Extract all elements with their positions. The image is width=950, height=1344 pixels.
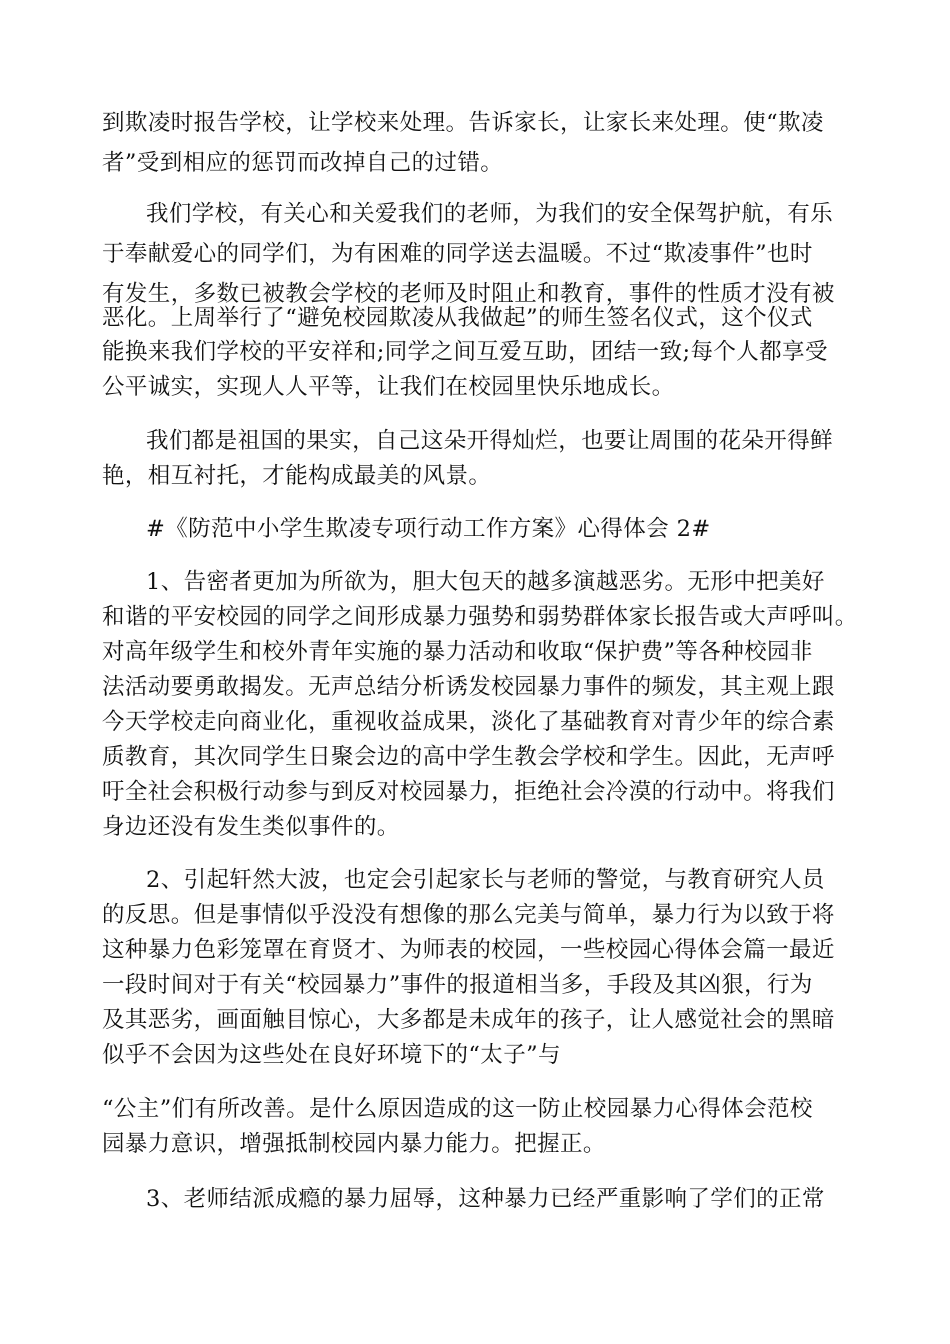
section-heading: #《防范中小学生欺凌专项行动工作方案》心得体会 2# xyxy=(146,516,711,542)
text-line: 我们都是祖国的果实，自己这朵开得灿烂，也要让周围的花朵开得鲜 xyxy=(146,428,834,454)
text-line: 似乎不会因为这些处在良好环境下的“太子”与 xyxy=(102,1042,561,1068)
text-line: 一段时间对于有关“校园暴力”事件的报道相当多，手段及其凶狠，行为 xyxy=(102,972,813,998)
text-line: 能换来我们学校的平安祥和;同学之间互爱互助，团结一致;每个人都享受 xyxy=(102,339,828,365)
text-line: 艳，相互衬托，才能构成最美的风景。 xyxy=(102,463,492,489)
text-line: 和谐的平安校园的同学之间形成暴力强势和弱势群体家长报告或大声呼叫。 xyxy=(102,604,858,630)
text-line: 及其恶劣，画面触目惊心，大多都是未成年的孩子，让人感觉社会的黑暗 xyxy=(102,1007,835,1033)
text-line: 有发生，多数已被教会学校的老师及时阻止和教育，事件的性质才没有被 xyxy=(102,281,835,307)
text-line: 1、告密者更加为所欲为，胆大包天的越多演越恶劣。无形中把美好 xyxy=(146,569,825,595)
text-line: “公主”们有所改善。是什么原因造成的这一防止校园暴力心得体会范校 xyxy=(102,1096,813,1122)
text-line: 于奉献爱心的同学们，为有困难的同学送去温暖。不过“欺凌事件”也时 xyxy=(102,241,813,267)
text-line: 今天学校走向商业化，重视收益成果，淡化了基础教育对青少年的综合素 xyxy=(102,709,835,735)
text-line: 园暴力意识，增强抵制校园内暴力能力。把握正。 xyxy=(102,1131,606,1157)
text-line: 的反思。但是事情似乎没没有想像的那么完美与简单，暴力行为以致于将 xyxy=(102,902,835,928)
text-line: 者”受到相应的惩罚而改掉自己的过错。 xyxy=(102,150,504,176)
text-line: 法活动要勇敢揭发。无声总结分析诱发校园暴力事件的频发，其主观上跟 xyxy=(102,674,835,700)
text-line: 3、老师结派成瘾的暴力屈辱，这种暴力已经严重影响了学们的正常 xyxy=(146,1186,825,1212)
text-line: 身边还没有发生类似事件的。 xyxy=(102,814,400,840)
text-line: 质教育，其次同学生日聚会边的高中学生教会学校和学生。因此，无声呼 xyxy=(102,744,835,770)
text-line: 吁全社会积极行动参与到反对校园暴力，拒绝社会冷漠的行动中。将我们 xyxy=(102,779,835,805)
text-line: 到欺凌时报告学校，让学校来处理。告诉家长，让家长来处理。使“欺凌 xyxy=(102,110,824,136)
text-line: 我们学校，有关心和关爱我们的老师，为我们的安全保驾护航，有乐 xyxy=(146,201,834,227)
text-line: 对高年级学生和校外青年实施的暴力活动和收取“保护费”等各种校园非 xyxy=(102,639,813,665)
text-line: 这种暴力色彩笼罩在育贤才、为师表的校园，一些校园心得体会篇一最近 xyxy=(102,937,835,963)
text-line: 恶化。上周举行了“避免校园欺凌从我做起”的师生签名仪式，这个仪式 xyxy=(102,305,813,331)
text-line: 2、引起轩然大波，也定会引起家长与老师的警觉，与教育研究人员 xyxy=(146,867,825,893)
text-line: 公平诚实，实现人人平等，让我们在校园里快乐地成长。 xyxy=(102,374,675,400)
